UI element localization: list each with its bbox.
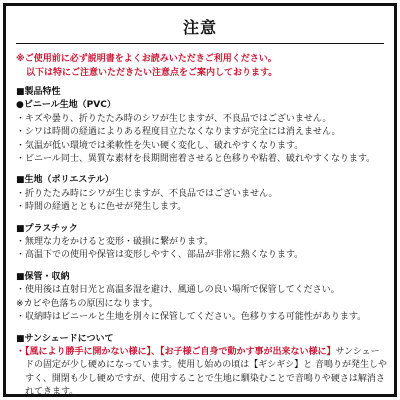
intro-line-2: 以下は特にご注意いただきたい注意点をご案内しております。 — [26, 68, 278, 78]
section-heading-features: ■製品特性 — [16, 87, 61, 97]
section-heading-storage: ■保管・収納 — [16, 271, 70, 282]
plastic-item: ・無理な力をかけると変形・破損に繋がります。 — [16, 237, 214, 248]
sunshade-paragraph — [16, 346, 388, 400]
intro-line-1: ※ご使用前に必ず説明書をよくお読みいただきご利用ください。 — [16, 54, 277, 64]
notice-frame — [3, 3, 397, 397]
vinyl-item: ・ビニール同士、異質な素材を長期間密着させると色移りや粘着、破れやすくなります。 — [16, 154, 376, 165]
plastic-item: ・高温下での使用や保管は変形しやすく、部品が非常に熱くなります。 — [16, 250, 304, 261]
page-title: 注意 — [182, 18, 217, 37]
vinyl-item: ・シワは時間の経過によりある程度目立たなくなりますが完全には消えません。 — [16, 127, 341, 138]
sunshade-warning-highlight: ・【風により勝手に開かない様に】、【お子様ご自身で動かす事が出来ない様に】 — [16, 346, 336, 357]
section-heading-polyester: ■生地（ポリエステル） — [16, 175, 114, 186]
storage-item: ※カビや色落ちの原因になります。 — [16, 298, 158, 309]
notice-content — [16, 86, 388, 400]
title-divider — [16, 43, 384, 44]
intro-notice — [16, 52, 386, 80]
polyester-item: ・折りたたみ時にシワが生じますが、不良品ではございません。 — [16, 188, 278, 199]
sunshade-body: サンシェードの固定が少し硬めになっています。使用し始めの頃は【ギシギシ】と 音鳴りが発生しやすく、開閉も少し硬めですが、使用することで生地に馴染むことで音鳴りや硬さは解消されてきます。 — [25, 346, 387, 398]
subsection-heading-vinyl: ●ビニール生地（PVC） — [16, 100, 116, 111]
vinyl-item: ・気温が低い環境では柔軟性を失い硬く変化し、破れやすくなります。 — [16, 140, 304, 151]
section-heading-sunshade: ■サンシェードについて — [16, 333, 114, 344]
storage-item: ・使用後は直射日光と高温多湿を避け、風通しの良い場所で保管してください。 — [16, 285, 340, 296]
storage-item: ・収納時はビニールと生地を別々に保管してください。色移りする可能性があります。 — [16, 312, 367, 323]
polyester-item: ・時間の経過とともに色せが発生します。 — [16, 202, 187, 213]
vinyl-item: ・キズや曇り、折りたたみ時のシワが生じますが、不良品ではございません。 — [16, 113, 332, 124]
section-heading-plastic: ■プラスチック — [16, 223, 78, 234]
